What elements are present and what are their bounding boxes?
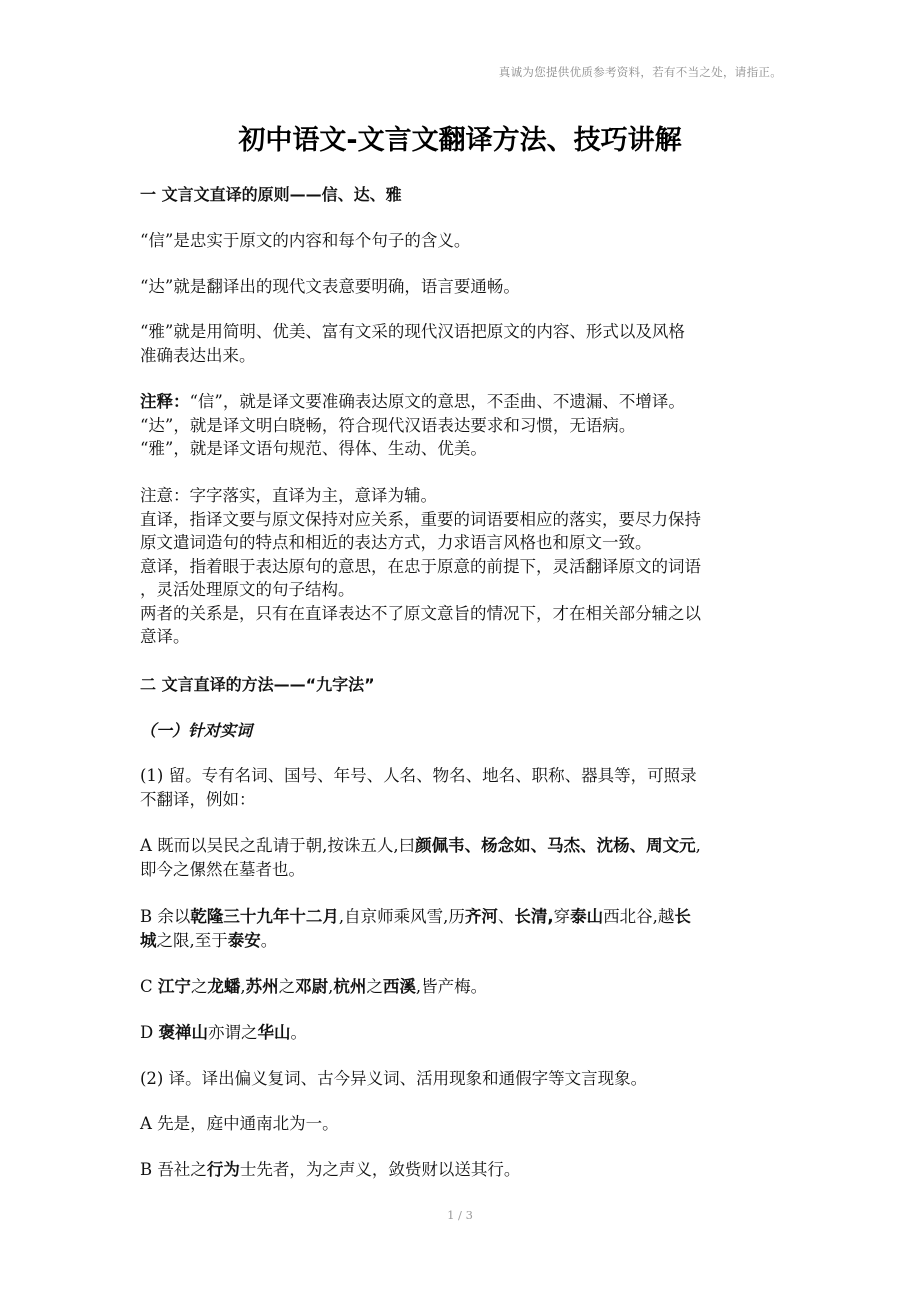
relation-line: 意译。 (140, 627, 190, 646)
method-item-2: (2) 译。译出偏义复词、古今异义词、活用现象和通假字等文言现象。 (140, 1069, 648, 1088)
example-text: 西北谷,越 (603, 907, 675, 926)
principle-ya-line: “雅”就是用简明、优美、富有文采的现代汉语把原文的内容、形式以及风格 (140, 322, 685, 341)
example-highlight: 邓尉 (295, 977, 329, 996)
example-highlight: 城 (140, 930, 157, 950)
principle-ya-line: 准确表达出来。 (140, 345, 256, 365)
example-highlight: 乾隆三十九年十二月 (190, 907, 339, 926)
method-item-line: (1) 留。专有名词、国号、年号、人名、物名、地名、职称、器具等，可照录 (140, 766, 697, 785)
example-text: 亦谓之 (207, 1023, 258, 1042)
attention-line: 注意：字字落实，直译为主，意译为辅。 (140, 486, 437, 505)
example-text: 。 (260, 930, 278, 950)
example-c (140, 975, 790, 999)
example-text: 之限,至于 (156, 930, 228, 950)
subsection-heading: （一）针对实词 (140, 721, 253, 740)
example-highlight: 长清, (514, 907, 554, 926)
page-title: 初中语文-文言文翻译方法、技巧讲解 (238, 125, 682, 156)
example-text: ,自京师乘风雪,历 (338, 907, 465, 926)
example-text: 之 (278, 977, 296, 996)
example-text: , (328, 977, 334, 996)
principle-xin: “信”是忠实于原文的内容和每个句子的含义。 (140, 231, 471, 250)
section2-heading: 二 文言直译的方法——“九字法” (140, 675, 375, 694)
example-b (140, 905, 790, 952)
example-text: 。 (290, 1023, 307, 1042)
annotation-line: “信”，就是译文要准确表达原文的意思，不歪曲、不遗漏、不增译。 (189, 392, 685, 411)
literal-translation-line: 直译，指译文要与原文保持对应关系，重要的词语要相应的落实，要尽力保持 (140, 509, 701, 529)
attention-block (140, 484, 790, 649)
free-translation-line: ，灵活处理原文的句子结构。 (140, 580, 355, 599)
example-text: B 余以 (140, 907, 191, 926)
example-text: 之 (190, 977, 208, 996)
annotation-line: “达”，就是译文明白晓畅，符合现代汉语表达要求和习惯，无语病。 (140, 415, 636, 435)
method-item-line: 不翻译，例如： (140, 789, 256, 809)
example-highlight: 西溪 (382, 977, 416, 996)
example-highlight: 泰安 (227, 930, 261, 950)
example-highlight: 华山 (257, 1023, 291, 1042)
example-highlight: 苏州 (245, 977, 279, 996)
example-2a: A 先是，庭中通南北为一。 (140, 1114, 339, 1133)
principle-da: “达”就是翻译出的现代文表意要明确，语言要通畅。 (140, 277, 520, 296)
example-text: B 吾社之 (140, 1160, 207, 1179)
method-item-1 (140, 764, 790, 811)
annotation-label: 注释： (140, 392, 190, 411)
section1-heading: 一 文言文直译的原则——信、达、雅 (140, 185, 402, 204)
example-text: , (695, 836, 701, 855)
example-text: 之 (366, 977, 383, 996)
example-a (140, 834, 790, 881)
principle-ya (140, 320, 790, 367)
example-highlight: 杭州 (333, 977, 367, 996)
example-highlight: 齐河 (464, 907, 498, 926)
example-text: 士先者，为之声义，敛赀财以送其行。 (239, 1160, 521, 1179)
example-text: ,皆产梅。 (415, 977, 488, 996)
example-highlight: 长 (674, 907, 691, 926)
annotation-line: “雅”，就是译文语句规范、得体、生动、优美。 (140, 439, 487, 458)
literal-translation-line: 原文遣词造句的特点和相近的表达方式，力求语言风格也和原文一致。 (140, 533, 652, 552)
header-note: 真诚为您提供优质参考资料，若有不当之处，请指正。 (498, 65, 782, 79)
annotation-block (140, 390, 790, 461)
example-d (140, 1021, 790, 1045)
relation-line: 两者的关系是，只有在直译表达不了原文意旨的情况下，才在相关部分辅之以 (140, 603, 701, 623)
example-text: A 既而以吴民之乱请于朝,按诛五人,曰 (140, 836, 416, 855)
example-text: 穿 (553, 907, 571, 926)
page-number: 1 / 3 (447, 1208, 473, 1222)
example-highlight: 江宁 (157, 977, 191, 996)
example-text: 即今之傫然在墓者也。 (140, 859, 305, 879)
example-highlight: 龙蟠 (207, 977, 241, 996)
free-translation-line: 意译，指着眼于表达原句的意思，在忠于原意的前提下，灵活翻译原文的词语 (140, 556, 701, 576)
example-text: C (140, 977, 158, 996)
example-highlight: 行为 (206, 1160, 240, 1179)
example-text: 、 (497, 907, 515, 926)
example-text: D (140, 1023, 159, 1042)
example-highlight: 泰山 (570, 907, 604, 926)
example-highlight: 颜佩韦、杨念如、马杰、沈杨、周文元 (415, 836, 696, 855)
example-2b (140, 1158, 790, 1182)
example-highlight: 褒禅山 (158, 1023, 208, 1042)
example-text: , (240, 977, 246, 996)
